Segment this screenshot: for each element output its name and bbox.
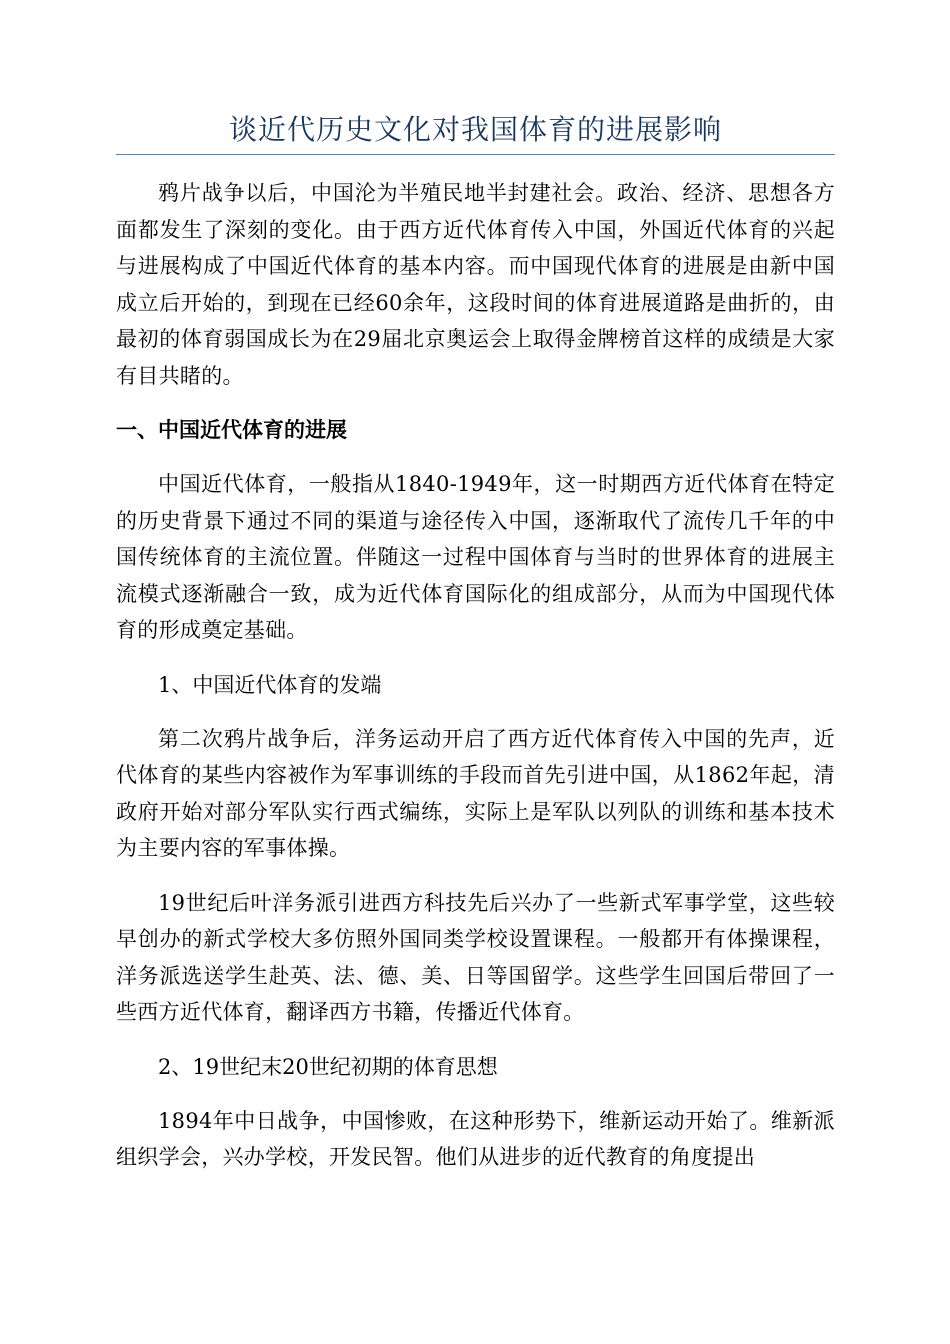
section-heading-1: 一、中国近代体育的进展 [116,418,347,442]
document-page [116,110,835,1194]
section-1-paragraph: 中国近代体育，一般指从1840-1949年，这一时期西方近代体育在特定的历史背景下通过不同的渠道与途径传入中国，逐渐取代了流传几千年的中国传统体育的主流位置。伴随这一过程中国体育与当时的世界体育的进展主流模式逐渐融合一致，成为近代体育国际化的组成部分，从而为中国现代体育的形成奠定基础。 [116,472,835,642]
subsection-heading-2: 2、19世纪末20世纪初期的体育思想 [158,1054,498,1079]
intro-paragraph: 鸦片战争以后，中国沦为半殖民地半封建社会。政治、经济、思想各方面都发生了深刻的变化。由于西方近代体育传入中国，外国近代体育的兴起与进展构成了中国近代体育的基本内容。而中国现代体育的进展是由新中国成立后开始的，到现在已经60余年，这段时间的体育进展道路是曲折的，由最初的体育弱国成长为在29届北京奥运会上取得金牌榜首这样的成绩是大家有目共睹的。 [116,181,835,388]
subsection-2-paragraph-1: 1894年中日战争，中国惨败，在这种形势下，维新运动开始了。维新派组织学会，兴办学校，开发民智。他们从进步的近代教育的角度提出 [116,1108,835,1169]
subsection-heading-1: 1、中国近代体育的发端 [158,672,382,697]
title-underline [116,154,835,155]
subsection-1-paragraph-1: 第二次鸦片战争后，洋务运动开启了西方近代体育传入中国的先声，近代体育的某些内容被作为军事训练的手段而首先引进中国，从1862年起，清政府开始对部分军队实行西式编练，实际上是军队以列队的训练和基本技术为主要内容的军事体操。 [116,726,835,860]
document-title: 谈近代历史文化对我国体育的进展影响 [228,113,722,146]
subsection-1-paragraph-2: 19世纪后叶洋务派引进西方科技先后兴办了一些新式军事学堂，这些较早创办的新式学校大多仿照外国同类学校设置课程。一般都开有体操课程，洋务派选送学生赴英、法、德、美、日等国留学。这些学生回国后带回了一些西方近代体育，翻译西方书籍，传播近代体育。 [116,890,835,1024]
